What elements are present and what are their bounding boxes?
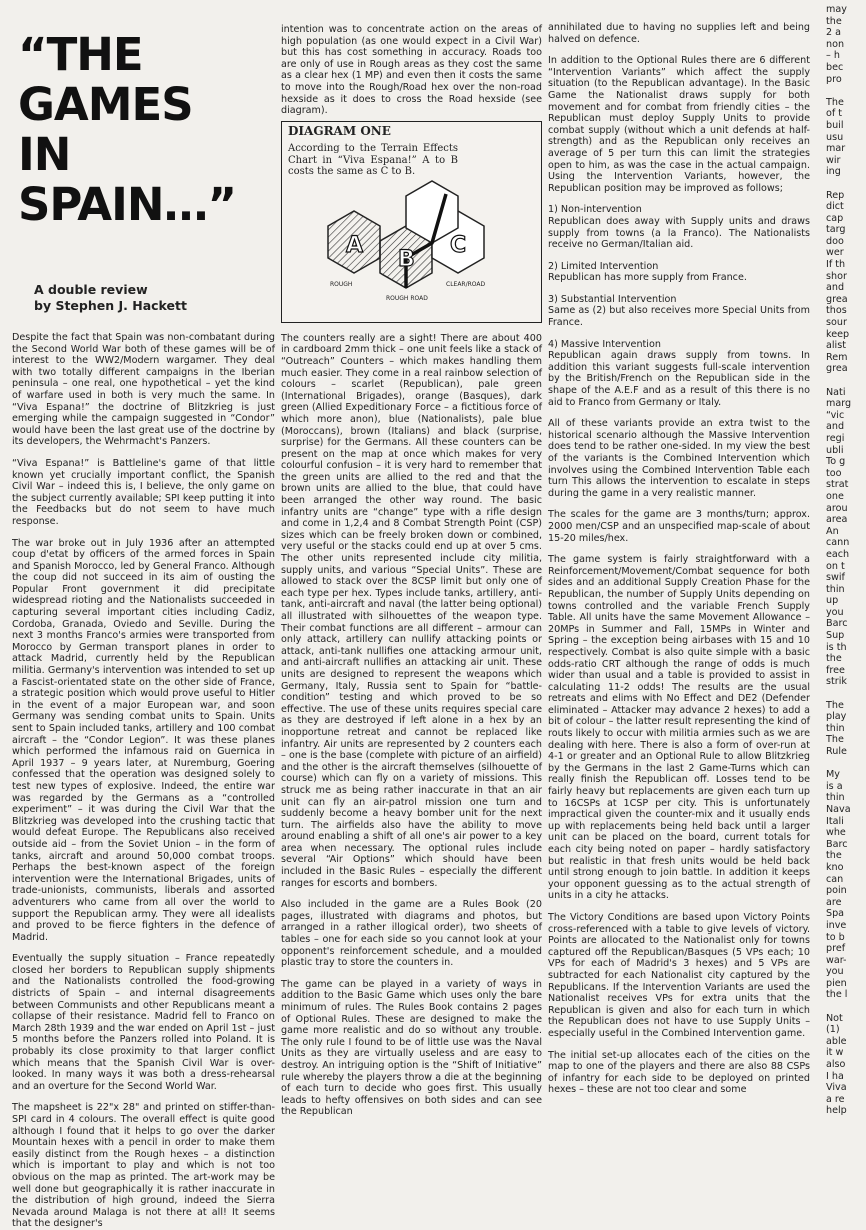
cropped-line: Viva bbox=[826, 1082, 847, 1094]
terrain-label-clear-road: CLEAR/ROAD bbox=[446, 280, 486, 288]
hex-label-b: B bbox=[398, 246, 415, 272]
cropped-line: are bbox=[826, 896, 842, 908]
paragraph: “Viva Espana!” is Battleline's game of that little known yet crucially important conflict, the Spanish Civil War – indeed this is, I believe, the only game on the subject currently available; SPI keep putting it into the Feedbacks but do not seem to have much response. bbox=[12, 457, 275, 527]
cropped-line: each bbox=[826, 548, 850, 560]
paragraph: The Victory Conditions are based upon Victory Points cross-referenced with a table to give levels of victory. Points are allocated to the Nationalist only for towns captured off the Republican/Basques (5 VPs each; 10 VPs for each of Madrid's 3 hexes) and 5 VPs are subtracted for each Nationalist city captured by the Republicans. If the Intervention Variants are used the Nationalist receives VPs for extra units that the Republican is given and also for each turn in which the Republican does not have to use Supply Units –especially useful in the Combined Intervention game. bbox=[548, 911, 810, 1039]
paragraph: Despite the fact that Spain was non-combatant during the Second World War both of these games will be of interest to the WW2/Modern wargamer. They deal with two totally different campaigns in the Iberian peninsula – one real, one hypothetical – yet the kind of warfare used in both is very much the same. In “Viva Espana!” the doctrine of Blitzkrieg is just emerging while the campaign suggested in “Condor” would have been the last great use of the doctrine by its developers, the Wehrmacht's Panzers. bbox=[12, 332, 275, 448]
cropped-line: thos bbox=[826, 305, 847, 317]
cropped-line: doo bbox=[826, 235, 844, 247]
paragraph: 2) Limited Intervention Republican has more supply from France. bbox=[548, 260, 747, 284]
cropped-line: The bbox=[826, 734, 844, 746]
cropped-line: thin bbox=[826, 722, 845, 734]
cropped-line: and bbox=[826, 282, 845, 294]
terrain-label-rough: ROUGH bbox=[330, 280, 353, 288]
paragraph: 4) Massive Intervention Republican again draws supply from towns. In addition this variant suggests full-scale intervention by the British/French on the Republican side in the shape of the A.E.F and as a result of this there is no aid to Franco from Germany or Italy. bbox=[548, 338, 810, 408]
cropped-line: – h bbox=[826, 50, 840, 62]
cropped-line: strat bbox=[826, 479, 849, 491]
cropped-line: up bbox=[826, 595, 839, 607]
paragraph: 1) Non-intervention Republican does away with Supply units and draws supply from towns (a la Franco). The Nationalists receive no German/Italian aid. bbox=[548, 204, 810, 251]
cropped-line: thin bbox=[826, 583, 845, 595]
paragraph: Eventually the supply situation – France repeatedly closed her borders to Republican supply shipments and the Nationalists controlled the food-growing districts of Spain – and internal disagreements between Communists and other Republicans meant a collapse of their resistance. Madrid fell to Franco on March 28th 1939 and the war ended on April 1st – just 5 months before the Panzers rolled into Poland. It is probably its close proximity to that larger conflict which means that the Spanish Civil War is over-looked. In many ways it was both a dress-rehearsal and an overture for the Second World War. bbox=[12, 953, 275, 1092]
paragraph: annihilated due to having no supplies left and being halved on defence. bbox=[548, 22, 810, 45]
cropped-line bbox=[826, 1001, 866, 1013]
cropped-line: marg bbox=[826, 398, 852, 410]
paragraph: The scales for the game are 3 months/turn; approx. 2000 men/CSP and an unspecified map-scale of about 15-20 miles/hex. bbox=[548, 509, 810, 544]
cropped-line: non bbox=[826, 38, 845, 50]
cropped-line: to b bbox=[826, 931, 845, 943]
cropped-line: wer bbox=[826, 247, 844, 259]
cropped-line: Itali bbox=[826, 815, 844, 827]
cropped-line bbox=[826, 688, 866, 700]
cropped-line: 2 a bbox=[826, 27, 842, 39]
cropped-line: I ha bbox=[826, 1070, 844, 1082]
cropped-line: My bbox=[826, 769, 840, 781]
cropped-line: Spa bbox=[826, 908, 845, 920]
cropped-line: dict bbox=[826, 201, 844, 213]
cropped-line: cap bbox=[826, 212, 844, 224]
cropped-line: you bbox=[826, 606, 844, 618]
cropped-line: Barc bbox=[826, 838, 848, 850]
hex-diagram bbox=[306, 174, 516, 314]
cropped-line: shor bbox=[826, 270, 847, 282]
cropped-line: keep bbox=[826, 328, 850, 340]
column-1 bbox=[12, 22, 275, 1230]
cropped-line: Rep bbox=[826, 189, 845, 201]
diagram-title: DIAGRAM ONE bbox=[288, 123, 391, 138]
paragraph: The counters really are a sight! There are about 400 in cardboard 2mm thick – one unit feels like a stack of “Outreach” Counters – which makes handling them much easier. They come in a real rainbow selection of colours – scarlet (Republican), pale green (International Brigades), orange (Basques), dark green (Allied Expeditionary Force – a fictitious force of which more anon), blue (Nationalists), pale blue (Moroccans), brown (Italians) and black (surprise, surprise) for the Germans. All these counters can be present on the map at once which makes for very colourful confusion – it is very hard to remember that the green units are allied to the red and that the brown units are allied to the blue, that could have been arranged the other way round. The basic infantry units are “change” type with a rifle design and come in 1,2,4 and 8 Combat Strength Point (CSP) sizes which can be freely broken down or combined, very useful or the stacks could end up at over 5 cms. The other units represented include city militia, supply units, and various “Special Units”. These are allowed to stack over the 8CSP limit but only one of each type per hex. Types include tanks, artillery, anti-tank, anti-aircraft and naval (the latter being optional) all illustrated with silhouettes of the weapon type. Their combat functions are all different – armour can only attack, artillery can nullify attacking points or attack, anti-tank nullifies one attacking armour unit, and anti-aircraft nullifies an attacking air unit. These units are designed to represent the weapons which Germany, Italy, Russia sent to Spain for “battle-condition” testing and which proved to be so effective. The use of these units requires special care as they are destroyed if left alone in a hex by an inopportune retreat and cannot be replaced like infantry. Air units are represented by 2 counters each – one is the base (complete with picture of an airfield) and the other is the aircraft themselves (silhouette of course) which can fly on a variety of missions. This struck me as being rather inaccurate in that an air unit can fly an air-patrol mission one turn and suddenly become a heavy bomber unit for the next turn. The airfields also have the ability to move around enabling a shift of all one's air power to a key area when necessary. The optional rules include several “Air Options” which should have been included in the Basic Rules – especially the different ranges for escorts and bombers. bbox=[281, 332, 542, 889]
cropped-line: play bbox=[826, 711, 847, 723]
cropped-line: a re bbox=[826, 1093, 845, 1105]
cropped-line: the bbox=[826, 15, 842, 27]
cropped-line: sour bbox=[826, 317, 847, 329]
column-4-cropped bbox=[826, 4, 866, 1117]
cropped-line: ubli bbox=[826, 444, 844, 456]
cropped-line: Barc bbox=[826, 618, 848, 630]
cropped-line bbox=[826, 758, 866, 770]
cropped-line: may bbox=[826, 4, 847, 15]
column-3 bbox=[548, 22, 810, 1100]
cropped-line: is a bbox=[826, 780, 843, 792]
cropped-line: “vic bbox=[826, 409, 845, 421]
cropped-line: Nava bbox=[826, 803, 851, 815]
paragraph: The game system is fairly straightforward with a Reinforcement/Movement/Combat sequence for both sides and an additional Supply Creation Phase for the Republican, the number of Supply Units depending on towns controlled and the variable French Supply Table. All units have the same Movement Allowance – 20MPs in Summer and Fall, 15MPs in Winter and Spring – the exception being airbases with 15 and 10 respectively. Combat is also quite simple with a basic odds-ratio CRT although the range of odds is much wider than usual and a table is provided to assist in calculating 11-2 odds! The results are the usual retreats and elims with No Effect and DE2 (Defender eliminated – Attacker may advance 2 hexes) to add a bit of colour – the latter result representing the kind of routs likely to occur with militia armies such as we are dealing with here. There is also a form of over-run at 4-1 or greater and an Optional Rule to allow Blitzkrieg by the Germans in the last 2 Game-Turns which can really finish the Republican off. Losses tend to be fairly heavy but replacements are given each turn up to 16CSPs at 1CSP per city. This is unfortunately impractical given the counter-mix and it usually ends up with replacements being held back until a larger unit can be placed on the board, current totals for each city being noted on paper – hardly satisfactory but realistic in that fresh units would be held back until strong enough to join battle. In addition it keeps your opponent guessing as to the actual strength of units in a city he attacks. bbox=[548, 554, 810, 902]
hex-label-c: C bbox=[450, 232, 467, 258]
cropped-line: whe bbox=[826, 827, 846, 839]
cropped-line: mar bbox=[826, 143, 846, 155]
cropped-line: area bbox=[826, 514, 848, 526]
cropped-line: able bbox=[826, 1035, 847, 1047]
cropped-line bbox=[826, 85, 866, 97]
cropped-line: is th bbox=[826, 641, 847, 653]
cropped-line: pien bbox=[826, 977, 847, 989]
cropped-line: pro bbox=[826, 73, 842, 85]
paragraph: intention was to concentrate action on the areas of high population (as one would expect in a Civil War) but this has cost something in accuracy. Roads too are only of use in Rough areas as they cost the same as a clear hex (1 MP) and even then it costs the same to move into the Rough/Road hex over the non-road hexside as it does to cross the Road hexside (see diagram). bbox=[281, 24, 542, 117]
cropped-line: you bbox=[826, 966, 844, 978]
cropped-line: the l bbox=[826, 989, 848, 1001]
article-byline: A double review by Stephen J. Hackett bbox=[34, 282, 187, 313]
column-2 bbox=[281, 24, 542, 1118]
paragraph: The initial set-up allocates each of the cities on the map to one of the players and there are also 88 CSPs of infantry for each side to be deployed on printed hexes – these are not too clear and some bbox=[548, 1049, 810, 1096]
cropped-line: of t bbox=[826, 108, 843, 120]
cropped-line: buil bbox=[826, 119, 844, 131]
cropped-line: strik bbox=[826, 676, 847, 688]
cropped-line: Sup bbox=[826, 630, 845, 642]
cropped-line: too bbox=[826, 467, 842, 479]
paragraph: The game can be played in a variety of ways in addition to the Basic Game which uses only the bare minimum of rules. The Rules Book contains 2 pages of Optional Rules. These are designed to make the game more realistic and do so without any trouble. The only rule I found to be of little use was the Naval Units as they are virtually useless and are easy to destroy. An intriguing option is the “Shift of Initiative” rule whereby the players throw a die at the beginning of each turn to decide who goes first. This usually leads to hefty offensives on both sides and can see the Republican bbox=[281, 978, 542, 1118]
cropped-line: grea bbox=[826, 363, 848, 375]
cropped-line: kno bbox=[826, 861, 844, 873]
diagram-caption: According to the Terrain Effects Chart in “Viva Espana!” A to B costs the same as C to B. bbox=[288, 143, 458, 178]
paragraph: All of these variants provide an extra twist to the historical scenario although the Massive Intervention does tend to be rather one-sided. In my view the best of the variants is the Combined Intervention which involves using the Combined Intervention Table each turn This allows the intervention to escalate in steps during the game in a very realistic manner. bbox=[548, 418, 810, 499]
paragraph: In addition to the Optional Rules there are 6 different “Intervention Variants” which affect the supply situation (to the Republican advantage). In the Basic Game the Nationalist draws supply for both movement and for combat from friendly cities – the Republican must deploy Supply Units to provide combat supply (without which a unit defends at half-strength) and as the Republican only receives an average of 5 per turn this can limit the strategies open to him, as was the case in the actual campaign. Using the Intervention Variants, however, the Republican position may be improved as follows; bbox=[548, 55, 810, 194]
cropped-line: one bbox=[826, 490, 844, 502]
cropped-line: on t bbox=[826, 560, 845, 572]
cropped-line: help bbox=[826, 1105, 847, 1117]
cropped-line: regi bbox=[826, 432, 845, 444]
cropped-line: cann bbox=[826, 537, 850, 549]
cropped-line: (1) bbox=[826, 1024, 840, 1036]
cropped-line: alist bbox=[826, 340, 846, 352]
paragraph: Also included in the game are a Rules Book (20 pages, illustrated with diagrams and photos, but arranged in a rather illogical order), two sheets of tables – one for each side so you cannot look at your opponent's reinforcement schedule, and a moulded plastic tray to store the counters in. bbox=[281, 899, 542, 969]
cropped-line: Rule bbox=[826, 746, 847, 757]
cropped-line: targ bbox=[826, 224, 846, 236]
cropped-line: also bbox=[826, 1059, 846, 1071]
cropped-line: To g bbox=[826, 456, 846, 468]
cropped-line: The bbox=[826, 699, 844, 711]
cropped-line: and bbox=[826, 421, 845, 433]
cropped-line: bec bbox=[826, 61, 844, 73]
paragraph: The mapsheet is 22"x 28" and printed on stiffer-than-SPI card in 4 colours. The overall effect is quite good although I found that it helps to go over the darker Mountain hexes with a pencil in order to make them easily distinct from the Rough hexes – a distinction which is important to play and which is not too obvious on the map as printed. The art-work may be well done but geographically it is rather inaccurate in the distribution of high ground, indeed the Sierra Nevada around Malaga is not there at all! It seems that the designer's bbox=[12, 1102, 275, 1230]
cropped-line: usu bbox=[826, 131, 844, 143]
cropped-line: The bbox=[826, 96, 844, 108]
cropped-line: An bbox=[826, 525, 839, 537]
cropped-line: Nati bbox=[826, 386, 846, 398]
cropped-line: arou bbox=[826, 502, 848, 514]
diagram-one bbox=[281, 121, 542, 323]
cropped-line: the bbox=[826, 653, 842, 665]
cropped-line: can bbox=[826, 873, 844, 885]
cropped-line: Rem bbox=[826, 351, 848, 363]
paragraph: The war broke out in July 1936 after an attempted coup d'etat by officers of the armed forces in Spain and Spanish Morocco, led by General Franco. Although the coup did not succeed in its aim of ousting the Popular Front government it did precipitate widespread rioting and the Nationalists succeeded in capturing several important cities including Cadiz, Cordoba, Granada, Oviedo and Seville. During the next 3 months Franco's armies were transported from Morocco by German transport planes in order to attack Madrid, currently held by the Republican militia. Germany's intervention was intended to set up a Fascist-orientated state on the other side of France, a strategic position which would prove useful to Hitler in the event of a major European war, and soon Germany was sending combat units to Spain. Units sent to Spain included tanks, artillery and 100 combat aircraft – the “Condor Legion”. It was these planes which performed the infamous raid on Guernica in April 1937 – 9 years later, at Nuremburg, Goering confessed that the operation was designed solely to test new types of explosive. Indeed, the entire war was regarded by the Germans as a “controlled experiment” – it was during the Civil War that the Blitzkrieg was developed into the crushing tactic that would defeat Europe. The Republicans also received outside aid – from the Soviet Union – in the form of tanks, aircraft and around 50,000 combat troops. Perhaps the best-known aspect of the foreign intervention were the International Brigades, units of trade-unionists, communists, liberals and assorted adventurers who came from all over the world to support the Republican army. They were all idealists and proved to be fierce fighters in the defence of Madrid. bbox=[12, 537, 275, 943]
cropped-line: free bbox=[826, 664, 845, 676]
cropped-line: war- bbox=[826, 954, 847, 966]
hex-label-a: A bbox=[346, 232, 364, 258]
cropped-line: ing bbox=[826, 166, 841, 178]
cropped-line: inve bbox=[826, 919, 847, 931]
cropped-line: the bbox=[826, 850, 842, 862]
cropped-line: it w bbox=[826, 1047, 844, 1059]
article-title: “THE GAMES IN SPAIN…” bbox=[18, 28, 237, 231]
cropped-line: swif bbox=[826, 572, 845, 584]
cropped-line: Not bbox=[826, 1012, 843, 1024]
terrain-label-rough-road: ROUGH ROAD bbox=[386, 294, 428, 302]
cropped-line: pref bbox=[826, 943, 846, 955]
paragraph: 3) Substantial Intervention Same as (2) but also receives more Special Units from France. bbox=[548, 293, 810, 329]
cropped-line bbox=[826, 178, 866, 190]
cropped-line: grea bbox=[826, 293, 848, 305]
cropped-line: If th bbox=[826, 259, 846, 271]
cropped-line: thin bbox=[826, 792, 845, 804]
cropped-line: poin bbox=[826, 885, 847, 897]
cropped-line bbox=[826, 375, 866, 387]
cropped-line: wir bbox=[826, 154, 841, 166]
